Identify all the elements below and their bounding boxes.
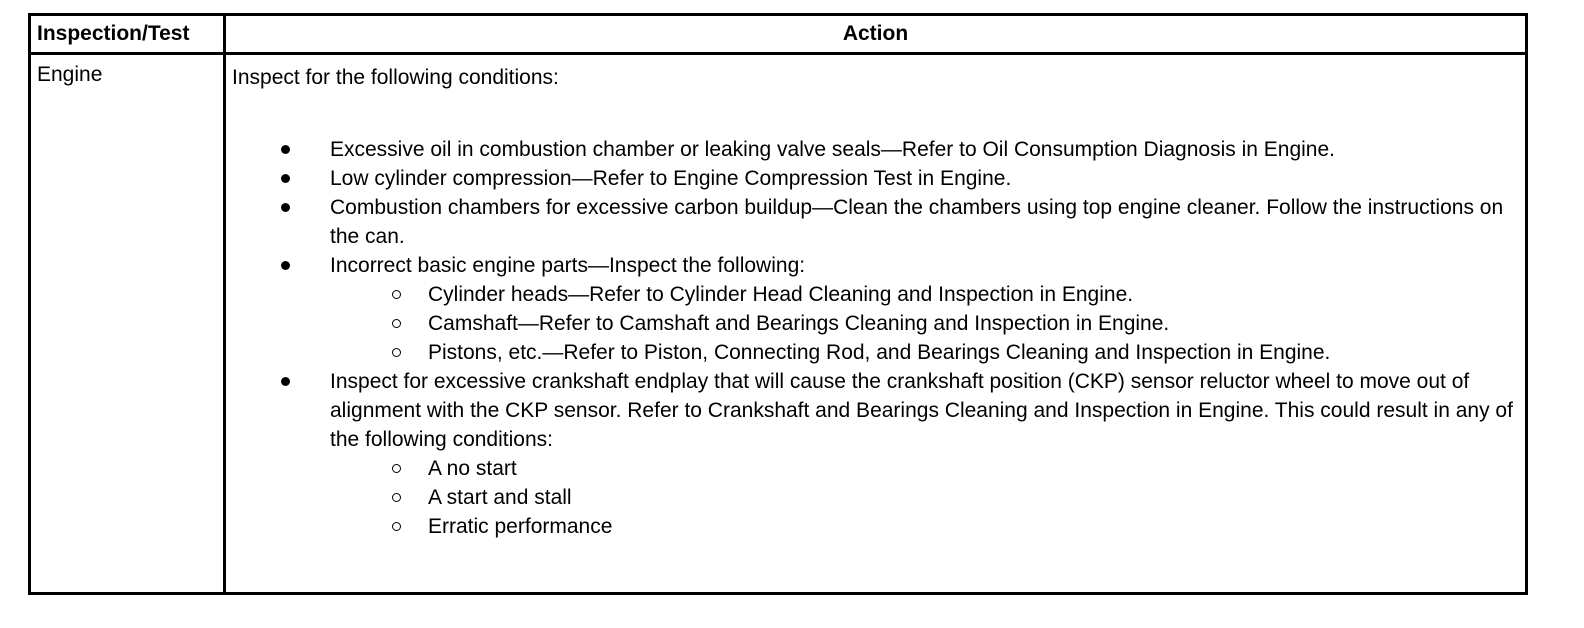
sub-list-item [330,338,1521,367]
sub-list-item [330,483,1521,512]
sub-list-item-text: Cylinder heads—Refer to Cylinder Head Cleaning and Inspection in Engine. [428,283,1134,306]
circle-bullet-icon [392,464,401,473]
sub-list [330,280,1521,367]
condition-list [232,135,1521,541]
inspection-table [28,13,1528,595]
list-item-text: Inspect for excessive crankshaft endplay that will cause the crankshaft position (CKP) sensor reluctor wheel to move out of alignment with the CKP sensor. Refer to Crankshaft and Bearings Cleaning and Inspection in Engine. This could result in any of the following conditions: [330,370,1513,451]
table-header-row [31,16,1525,55]
sub-list-item-text: Camshaft—Refer to Camshaft and Bearings Cleaning and Inspection in Engine. [428,312,1170,335]
column-divider [223,16,226,592]
sub-list-item [330,280,1521,309]
sub-list-item [330,512,1521,541]
list-item [232,367,1521,541]
cell-inspection-engine: Engine [37,63,103,86]
sub-list-item-text: Pistons, etc.—Refer to Piston, Connecting Rod, and Bearings Cleaning and Inspection in Engine. [428,341,1331,364]
list-item [232,251,1521,367]
sub-list [330,454,1521,541]
sub-list-item-text: A no start [428,457,517,480]
sub-list-item [330,309,1521,338]
list-item [232,135,1521,164]
circle-bullet-icon [392,493,401,502]
list-item-text: Low cylinder compression—Refer to Engine Compression Test in Engine. [330,167,1012,190]
cell-action [232,63,1521,541]
circle-bullet-icon [392,348,401,357]
header-inspection-test: Inspection/Test [37,22,190,45]
circle-bullet-icon [392,522,401,531]
bullet-icon [281,145,290,154]
list-item-text: Combustion chambers for excessive carbon buildup—Clean the chambers using top engine cleaner. Follow the instructions on the can. [330,196,1504,248]
sub-list-item-text: A start and stall [428,486,572,509]
sub-list-item-text: Erratic performance [428,515,613,538]
list-item [232,164,1521,193]
header-action: Action [842,22,909,45]
bullet-icon [281,261,290,270]
sub-list-item [330,454,1521,483]
circle-bullet-icon [392,319,401,328]
circle-bullet-icon [392,290,401,299]
bullet-icon [281,203,290,212]
bullet-icon [281,377,290,386]
list-item [232,193,1521,251]
action-intro: Inspect for the following conditions: [232,66,559,89]
list-item-text: Incorrect basic engine parts—Inspect the following: [330,254,806,277]
bullet-icon [281,174,290,183]
list-item-text: Excessive oil in combustion chamber or leaking valve seals—Refer to Oil Consumption Diagnosis in Engine. [330,138,1335,161]
